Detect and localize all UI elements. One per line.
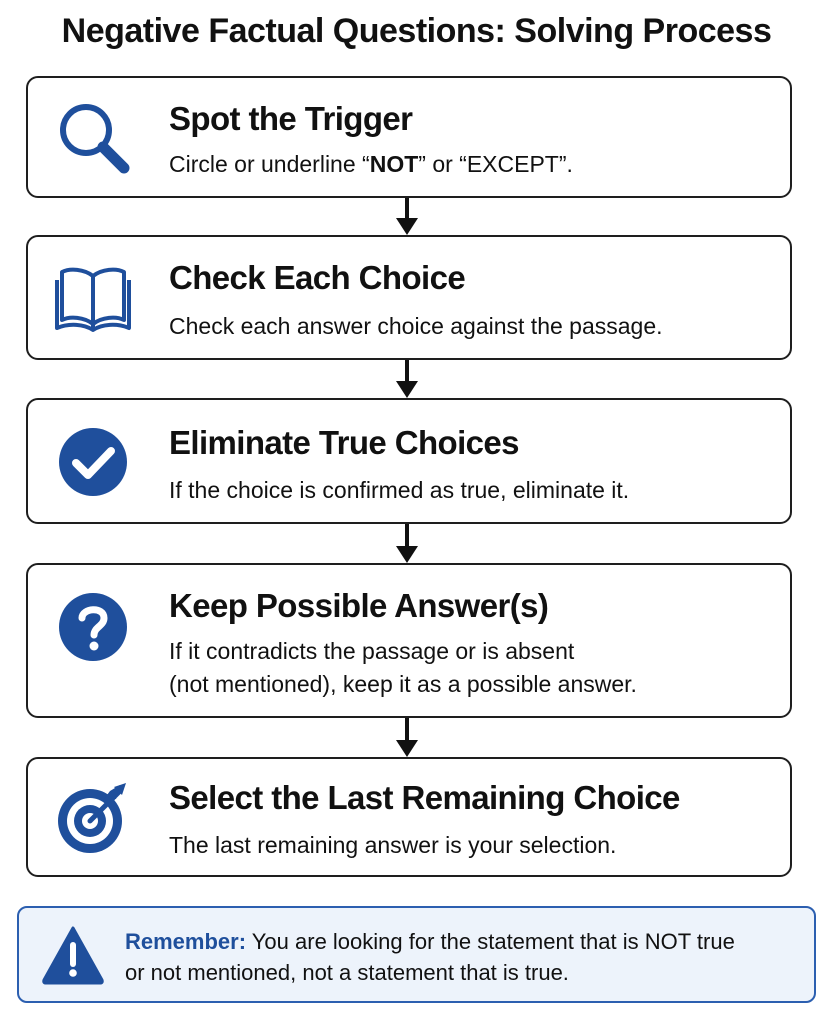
step-keep-possible [26,563,792,718]
open-book-icon [54,260,132,338]
step-select-last [26,757,792,877]
step-description-line: (not mentioned), keep it as a possible answer. [169,671,637,697]
step-check-each-choice [26,235,792,360]
magnifier-icon [54,98,132,176]
flow-arrow [392,718,422,758]
step-description: Circle or underline “NOT” or “EXCEPT”. [169,151,573,177]
step-heading: Spot the Trigger [169,100,413,137]
remember-note [17,906,816,1003]
warning-triangle-icon [41,924,105,986]
remember-line: or not mentioned, not a statement that is true. [125,960,569,985]
flow-arrow [392,524,422,564]
step-eliminate-true [26,398,792,524]
flow-arrow [392,360,422,399]
step-description: If the choice is confirmed as true, eliminate it. [169,477,630,503]
step-description: Check each answer choice against the passage. [169,313,663,339]
remember-line: Remember: You are looking for the statement that is NOT true [125,929,735,954]
page-title: Negative Factual Questions: Solving Process [61,12,772,50]
step-spot-trigger [26,76,792,198]
remember-text [125,926,805,988]
step-heading: Keep Possible Answer(s) [169,587,549,624]
target-arrow-icon [54,779,132,857]
step-heading: Check Each Choice [169,259,466,296]
flow-arrow [392,198,422,236]
remember-label: Remember: [125,929,247,954]
step-description: The last remaining answer is your selection. [169,832,617,858]
question-circle-icon [54,588,132,666]
step-heading: Eliminate True Choices [169,424,519,461]
step-heading: Select the Last Remaining Choice [169,779,680,816]
check-circle-icon [54,423,132,501]
step-description [169,635,769,701]
step-description-line: If it contradicts the passage or is absent [169,638,575,664]
